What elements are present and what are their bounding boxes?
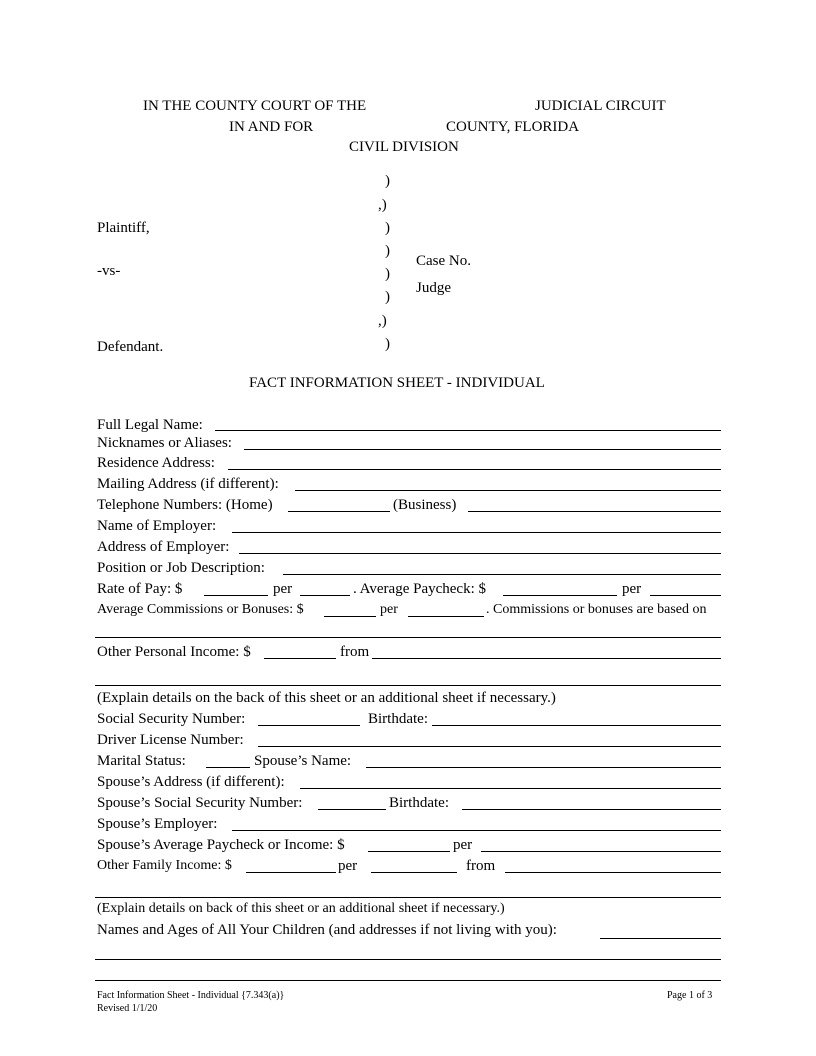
explain-note-1: (Explain details on the back of this sheet or an additional sheet if necessary.) xyxy=(97,690,556,706)
commissions-based-label: . Commissions or bonuses are based on xyxy=(486,602,707,617)
county-heading: COUNTY, FLORIDA xyxy=(446,119,580,135)
employer-name-label: Name of Employer: xyxy=(97,518,217,534)
caption-paren: ) xyxy=(385,243,390,259)
family-income-from-label: from xyxy=(466,858,496,874)
family-income-extra-line[interactable] xyxy=(95,897,721,898)
driver-license-line[interactable] xyxy=(258,746,721,747)
children-extra-line-2[interactable] xyxy=(95,980,721,981)
family-income-per-line[interactable] xyxy=(371,872,457,873)
paycheck-per-label: per xyxy=(622,581,642,597)
spouse-birthdate-label: Birthdate: xyxy=(389,795,449,811)
nicknames-label: Nicknames or Aliases: xyxy=(97,435,232,451)
telephone-home-line[interactable] xyxy=(288,511,390,512)
telephone-home-label: Telephone Numbers: (Home) xyxy=(97,497,273,513)
residence-label: Residence Address: xyxy=(97,455,215,471)
employer-address-label: Address of Employer: xyxy=(97,539,230,555)
rate-of-pay-line[interactable] xyxy=(204,595,268,596)
family-income-from-line[interactable] xyxy=(505,872,721,873)
spouse-name-label: Spouse’s Name: xyxy=(254,753,352,769)
children-label: Names and Ages of All Your Children (and addresses if not living with you): xyxy=(97,922,557,938)
other-family-income-label: Other Family Income: $ xyxy=(97,858,232,873)
employer-address-line[interactable] xyxy=(239,553,721,554)
judge-label: Judge xyxy=(416,280,451,296)
avg-paycheck-line[interactable] xyxy=(503,595,617,596)
full-legal-name-label: Full Legal Name: xyxy=(97,417,203,433)
full-legal-name-line[interactable] xyxy=(215,430,721,431)
commissions-per-label: per xyxy=(380,602,398,617)
spouse-address-line[interactable] xyxy=(300,788,721,789)
residence-line[interactable] xyxy=(228,469,721,470)
other-income-from-label: from xyxy=(340,644,370,660)
case-no-label: Case No. xyxy=(416,253,471,269)
spouse-name-line[interactable] xyxy=(366,767,721,768)
birthdate-line[interactable] xyxy=(432,725,721,726)
ssn-label: Social Security Number: xyxy=(97,711,246,727)
employer-name-line[interactable] xyxy=(232,532,721,533)
driver-license-label: Driver License Number: xyxy=(97,732,244,748)
avg-commissions-label: Average Commissions or Bonuses: $ xyxy=(97,602,304,617)
spouse-paycheck-per-line[interactable] xyxy=(481,851,721,852)
rate-per-label: per xyxy=(273,581,293,597)
other-income-label: Other Personal Income: $ xyxy=(97,644,251,660)
caption-paren: ) xyxy=(385,220,390,236)
rate-per-line[interactable] xyxy=(300,595,350,596)
rate-of-pay-label: Rate of Pay: $ xyxy=(97,581,183,597)
spouse-address-label: Spouse’s Address (if different): xyxy=(97,774,285,790)
caption-paren: ) xyxy=(385,266,390,282)
mailing-label: Mailing Address (if different): xyxy=(97,476,279,492)
caption-paren: ) xyxy=(385,173,390,189)
other-family-income-line[interactable] xyxy=(246,872,336,873)
children-line[interactable] xyxy=(600,938,721,939)
birthdate-label: Birthdate: xyxy=(368,711,428,727)
commissions-per-line[interactable] xyxy=(408,616,484,617)
avg-paycheck-label: . Average Paycheck: $ xyxy=(353,581,487,597)
marital-status-label: Marital Status: xyxy=(97,753,186,769)
caption-paren: ) xyxy=(385,336,390,352)
footer-revised: Revised 1/1/20 xyxy=(97,1003,158,1014)
spouse-paycheck-label: Spouse’s Average Paycheck or Income: $ xyxy=(97,837,345,853)
other-income-from-line[interactable] xyxy=(372,658,721,659)
commissions-based-line[interactable] xyxy=(95,637,721,638)
spouse-ssn-label: Spouse’s Social Security Number: xyxy=(97,795,303,811)
other-income-line[interactable] xyxy=(264,658,336,659)
spouse-birthdate-line[interactable] xyxy=(462,809,721,810)
telephone-business-line[interactable] xyxy=(468,511,721,512)
children-extra-line-1[interactable] xyxy=(95,959,721,960)
nicknames-line[interactable] xyxy=(244,449,721,450)
spouse-ssn-line[interactable] xyxy=(318,809,386,810)
spouse-paycheck-line[interactable] xyxy=(368,851,450,852)
paycheck-per-line[interactable] xyxy=(650,595,721,596)
spouse-paycheck-per-label: per xyxy=(453,837,473,853)
footer-page-number: Page 1 of 3 xyxy=(667,990,713,1001)
explain-note-2: (Explain details on back of this sheet or an additional sheet if necessary.) xyxy=(97,901,505,916)
court-heading: IN THE COUNTY COURT OF THE xyxy=(143,98,367,114)
ssn-line[interactable] xyxy=(258,725,360,726)
form-title: FACT INFORMATION SHEET - INDIVIDUAL xyxy=(249,375,545,391)
caption-comma-paren: ,) xyxy=(378,313,387,329)
footer-form-name: Fact Information Sheet - Individual {7.343(a)} xyxy=(97,990,285,1001)
caption-comma-paren: ,) xyxy=(378,197,387,213)
family-income-per-label: per xyxy=(338,858,358,874)
vs-label: -vs- xyxy=(97,263,121,279)
division-heading: CIVIL DIVISION xyxy=(349,139,459,155)
position-line[interactable] xyxy=(283,574,721,575)
marital-status-line[interactable] xyxy=(206,767,250,768)
position-label: Position or Job Description: xyxy=(97,560,265,576)
other-income-extra-line[interactable] xyxy=(95,685,721,686)
defendant-label: Defendant. xyxy=(97,339,164,355)
circuit-heading: JUDICIAL CIRCUIT xyxy=(535,98,666,114)
spouse-employer-line[interactable] xyxy=(232,830,721,831)
spouse-employer-label: Spouse’s Employer: xyxy=(97,816,218,832)
telephone-business-label: (Business) xyxy=(393,497,457,513)
avg-commissions-line[interactable] xyxy=(324,616,376,617)
in-and-for-heading: IN AND FOR xyxy=(229,119,314,135)
mailing-line[interactable] xyxy=(295,490,721,491)
plaintiff-label: Plaintiff, xyxy=(97,220,150,236)
caption-paren: ) xyxy=(385,289,390,305)
